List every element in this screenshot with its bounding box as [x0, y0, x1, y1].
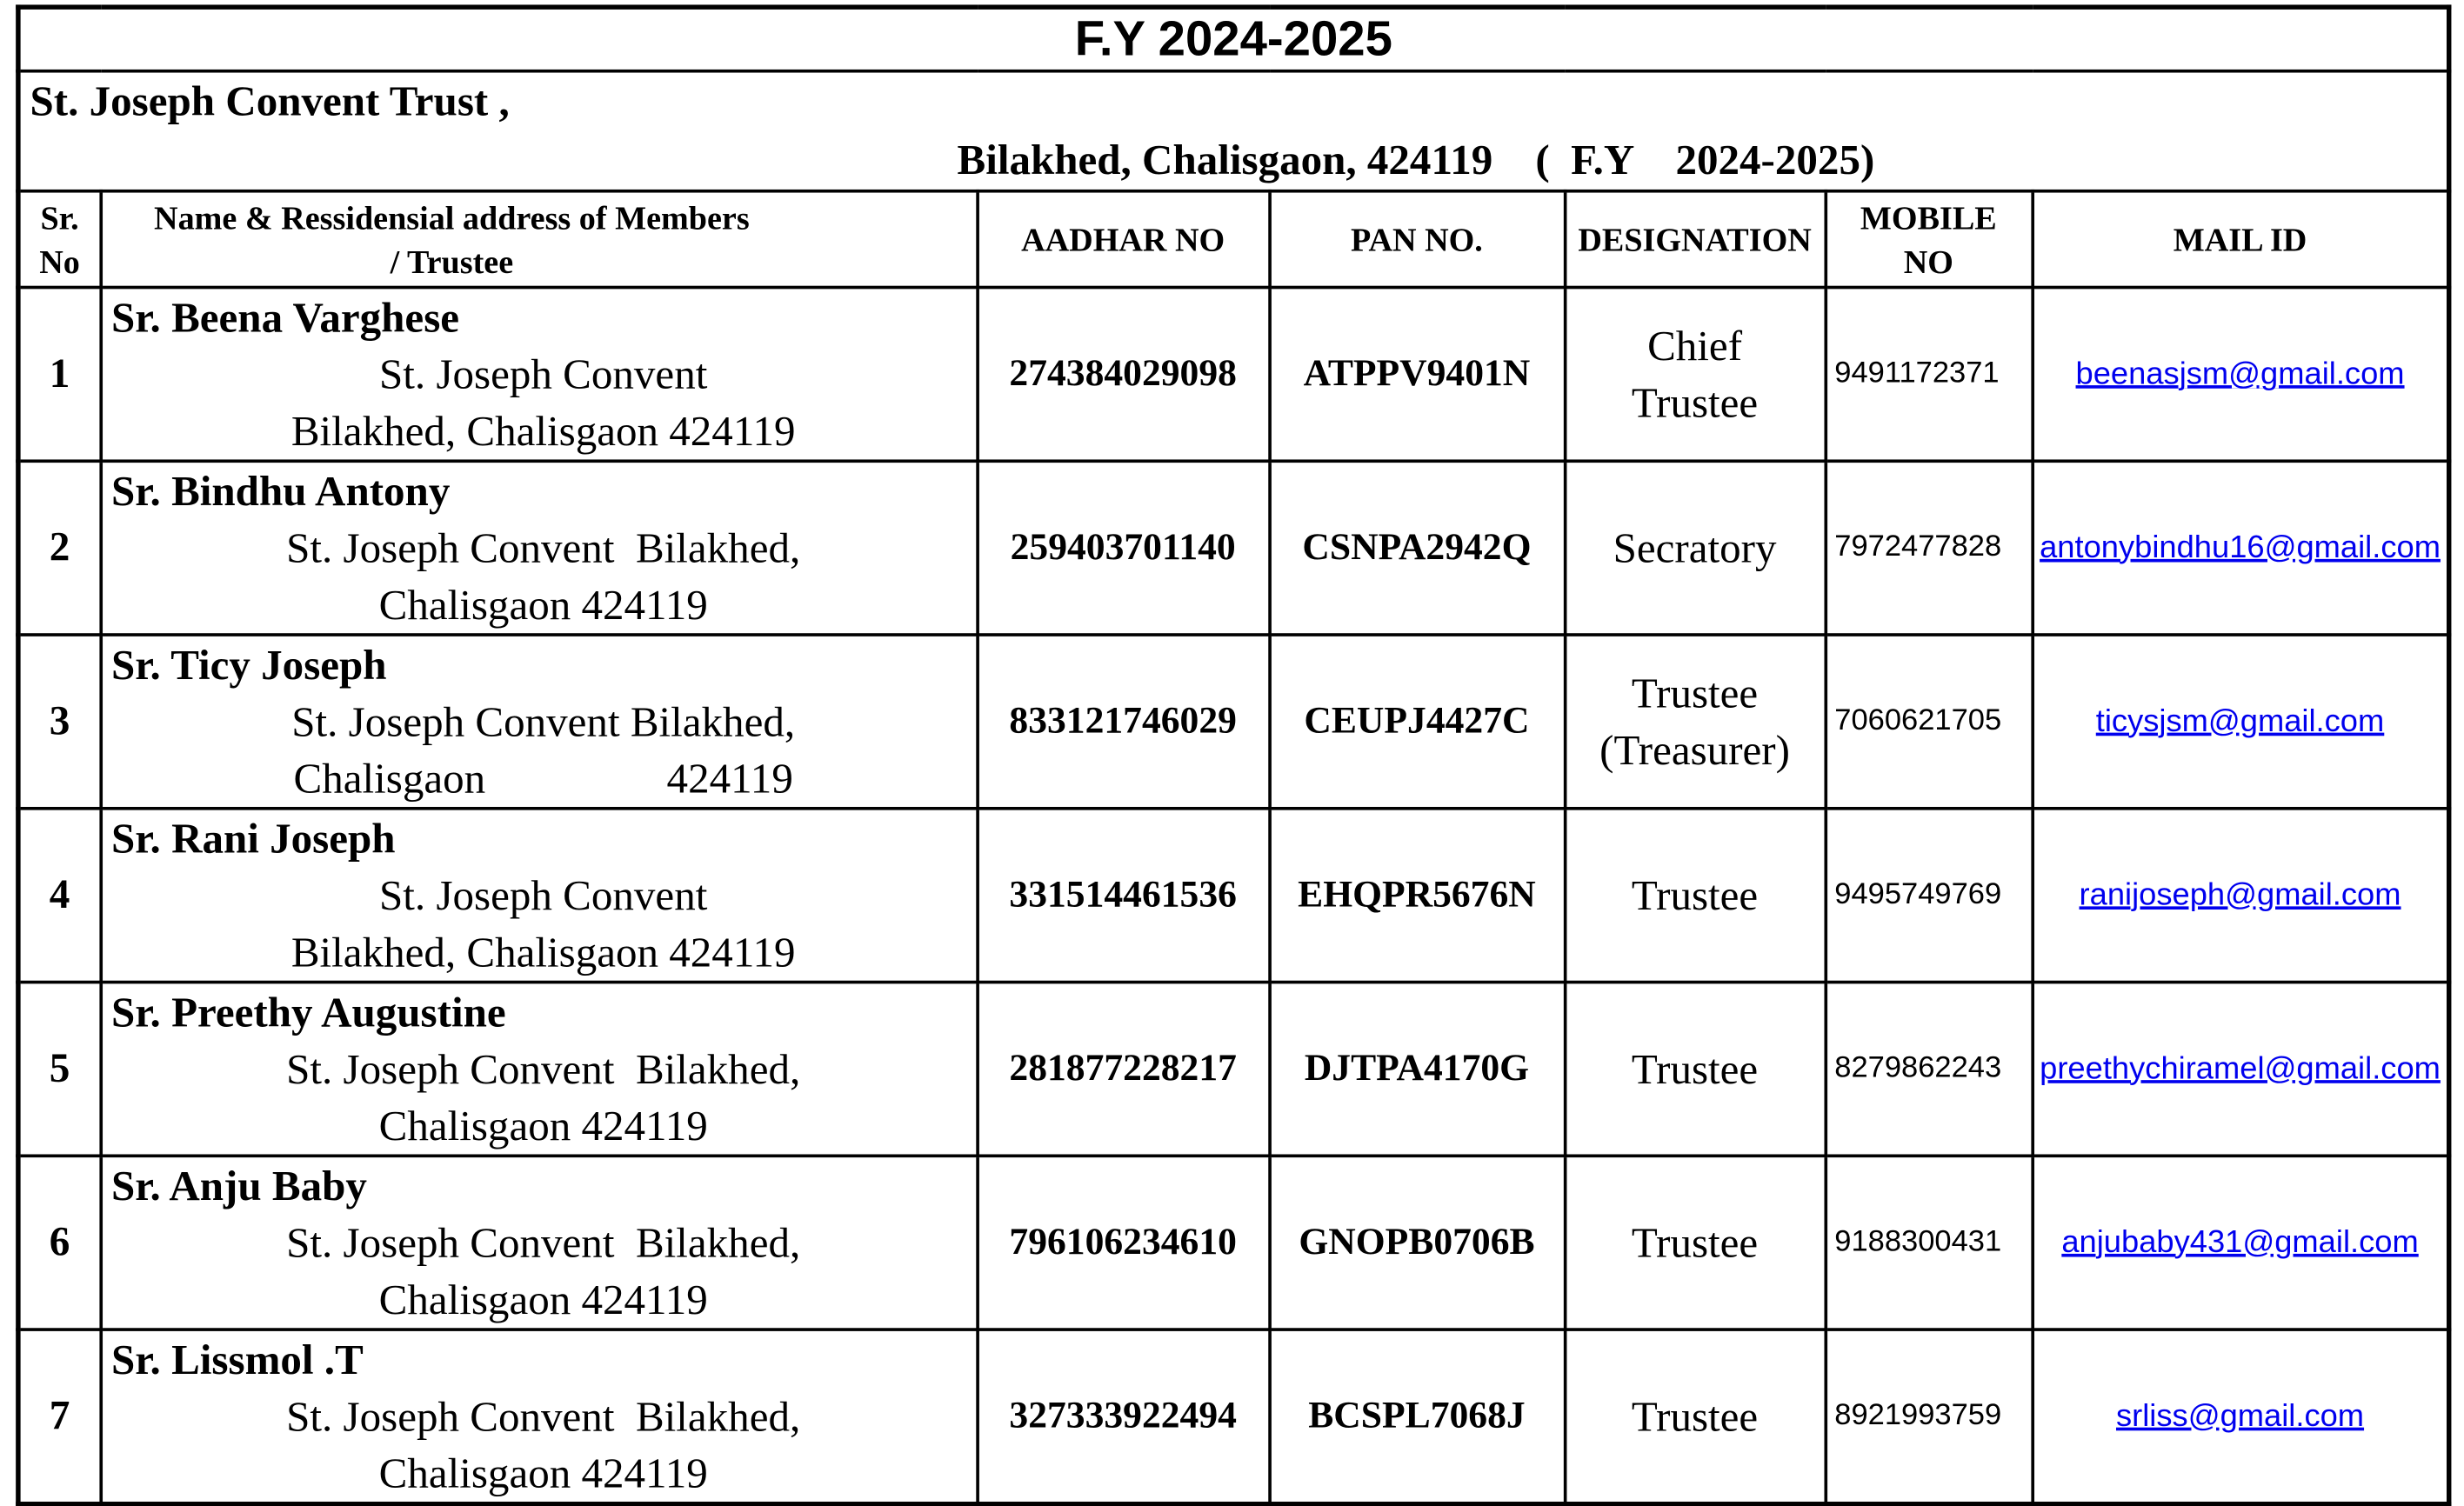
mail-id — [2032, 461, 2448, 635]
header-mobile: MOBILE NO — [1825, 191, 2032, 288]
table-row — [18, 1156, 2449, 1329]
address-line-1: St. Joseph Convent Bilakhed, — [286, 1045, 801, 1093]
mobile-number: 9495749769 — [1825, 809, 2032, 983]
pan-number: CSNPA2942Q — [1269, 461, 1565, 635]
member-name-address — [100, 461, 977, 635]
member-name-address — [100, 1329, 977, 1504]
member-name-address — [100, 983, 977, 1156]
designation: Secratory — [1565, 461, 1826, 635]
organization-header — [18, 71, 2449, 191]
sr-no: 5 — [18, 983, 100, 1156]
mail-id — [2032, 1329, 2448, 1504]
designation: Trustee — [1565, 983, 1826, 1156]
designation: Trustee — [1565, 809, 1826, 983]
mail-link[interactable]: srliss@gmail.com — [2115, 1398, 2365, 1434]
pan-number: GNOPB0706B — [1269, 1156, 1565, 1329]
member-name: Sr. Beena Varghese — [111, 293, 460, 342]
table-row — [18, 288, 2449, 462]
address-line-1: St. Joseph Convent Bilakhed, — [291, 697, 796, 746]
mobile-number: 7972477828 — [1825, 461, 2032, 635]
header-pan: PAN NO. — [1269, 191, 1565, 288]
aadhar-number: 281877228217 — [977, 983, 1269, 1156]
address-line-2: Chalisgaon 424119 — [378, 1449, 708, 1497]
aadhar-number: 259403701140 — [977, 461, 1269, 635]
table-row — [18, 1329, 2449, 1504]
pan-number: DJTPA4170G — [1269, 983, 1565, 1156]
pan-number: EHQPR5676N — [1269, 809, 1565, 983]
member-name-address — [100, 809, 977, 983]
header-name-address: Name & Ressidensial address of Members / Trustee — [100, 191, 977, 288]
aadhar-number: 796106234610 — [977, 1156, 1269, 1329]
address-line-2: Chalisgaon 424119 — [378, 1276, 708, 1323]
aadhar-number: 327333922494 — [977, 1329, 1269, 1504]
member-name: Sr. Bindhu Antony — [111, 467, 451, 516]
trustee-table — [16, 4, 2451, 1506]
address-line-1: St. Joseph Convent — [379, 350, 708, 398]
header-mail: MAIL ID — [2032, 191, 2448, 288]
sr-no: 1 — [18, 288, 100, 462]
header-sr-no: Sr. No — [18, 191, 100, 288]
mail-link[interactable]: antonybindhu16@gmail.com — [2040, 530, 2441, 565]
organization-address: Bilakhed, Chalisgaon, 424119 ( F.Y 2024-2025) — [957, 136, 1875, 183]
mail-id — [2032, 809, 2448, 983]
header-designation: DESIGNATION — [1565, 191, 1826, 288]
mail-id — [2032, 1156, 2448, 1329]
sr-no: 3 — [18, 635, 100, 809]
address-line-2: Chalisgaon 424119 — [293, 755, 793, 803]
member-name: Sr. Lissmol .T — [111, 1336, 364, 1383]
mail-id — [2032, 983, 2448, 1156]
sr-no: 2 — [18, 461, 100, 635]
header-aadhar: AADHAR NO — [977, 191, 1269, 288]
member-name-address — [100, 1156, 977, 1329]
column-headers — [18, 191, 2449, 288]
address-line-1: St. Joseph Convent Bilakhed, — [286, 523, 801, 572]
sr-no: 6 — [18, 1156, 100, 1329]
address-line-2: Bilakhed, Chalisgaon 424119 — [290, 407, 796, 456]
address-line-1: St. Joseph Convent Bilakhed, — [286, 1392, 801, 1441]
address-line-2: Bilakhed, Chalisgaon 424119 — [290, 928, 796, 976]
fiscal-year-title: F.Y 2024-2025 — [18, 7, 2449, 71]
mobile-number: 8921993759 — [1825, 1329, 2032, 1504]
table-row — [18, 635, 2449, 809]
table-row — [18, 983, 2449, 1156]
member-name-address — [100, 288, 977, 462]
mail-id — [2032, 288, 2448, 462]
address-line-1: St. Joseph Convent — [379, 871, 708, 919]
designation: Trustee — [1565, 1329, 1826, 1504]
address-line-1: St. Joseph Convent Bilakhed, — [286, 1218, 801, 1267]
aadhar-number: 331514461536 — [977, 809, 1269, 983]
member-name-address — [100, 635, 977, 809]
pan-number: ATPPV9401N — [1269, 288, 1565, 462]
member-name: Sr. Ticy Joseph — [111, 641, 387, 689]
address-line-2: Chalisgaon 424119 — [378, 1102, 708, 1150]
designation: Trustee (Treasurer) — [1565, 635, 1826, 809]
designation: Trustee — [1565, 1156, 1826, 1329]
mobile-number: 9188300431 — [1825, 1156, 2032, 1329]
sr-no: 7 — [18, 1329, 100, 1504]
address-line-2: Chalisgaon 424119 — [378, 581, 708, 629]
pan-number: CEUPJ4427C — [1269, 635, 1565, 809]
mobile-number: 9491172371 — [1825, 288, 2032, 462]
member-name: Sr. Preethy Augustine — [111, 988, 506, 1036]
table-row — [18, 809, 2449, 983]
table-row — [18, 461, 2449, 635]
pan-number: BCSPL7068J — [1269, 1329, 1565, 1504]
mobile-number: 8279862243 — [1825, 983, 2032, 1156]
organization-name: St. Joseph Convent Trust , — [30, 77, 510, 125]
mail-link[interactable]: ranijoseph@gmail.com — [2079, 876, 2401, 912]
designation: Chief Trustee — [1565, 288, 1826, 462]
aadhar-number: 833121746029 — [977, 635, 1269, 809]
mail-link[interactable]: anjubaby431@gmail.com — [2061, 1224, 2419, 1260]
member-name: Sr. Anju Baby — [111, 1162, 367, 1210]
mail-link[interactable]: preethychiramel@gmail.com — [2040, 1050, 2441, 1086]
mail-id — [2032, 635, 2448, 809]
aadhar-number: 274384029098 — [977, 288, 1269, 462]
mail-link[interactable]: beenasjsm@gmail.com — [2075, 356, 2405, 391]
member-name: Sr. Rani Joseph — [111, 815, 396, 863]
sr-no: 4 — [18, 809, 100, 983]
mobile-number: 7060621705 — [1825, 635, 2032, 809]
mail-link[interactable]: ticysjsm@gmail.com — [2095, 703, 2385, 738]
